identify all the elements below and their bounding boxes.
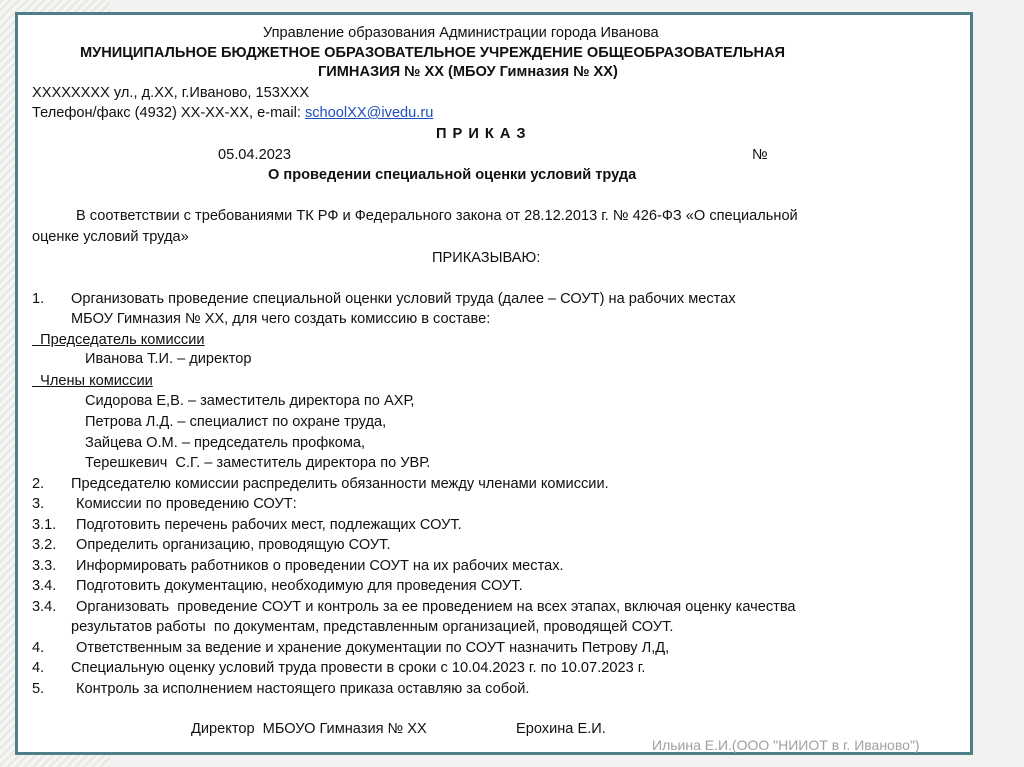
item4b-text: Специальную оценку условий труда провести в сроки с 10.04.2023 г. по 10.07.2023 г. — [71, 660, 646, 676]
chair-heading: Председатель комиссии — [32, 332, 205, 348]
order-number-label: № — [752, 147, 768, 163]
contact-line — [32, 104, 433, 122]
item1-number: 1. — [32, 291, 45, 307]
item34b-line1: Организовать проведение СОУТ и контроль за ее проведением на всех этапах, включая оценку качества — [76, 599, 796, 615]
email-link[interactable]: schoolXX@ivedu.ru — [304, 105, 434, 121]
school-address: ХХХХХХХХ ул., д.ХХ, г.Иваново, 153ХХХ — [32, 85, 310, 101]
item1-line1: Организовать проведение специальной оценки условий труда (далее – СОУТ) на рабочих местах — [71, 291, 736, 307]
item32-text: Определить организацию, проводящую СОУТ. — [76, 537, 391, 553]
item5-number: 5. — [32, 681, 45, 697]
item31-number: 3.1. — [32, 517, 57, 533]
order-title: П Р И К А З — [436, 126, 527, 142]
phone-text: Телефон/факс (4932) ХХ-ХХ-ХХ, e-mail: — [32, 105, 305, 121]
school-name-line2: ГИМНАЗИЯ № ХХ (МБОУ Гимназия № ХХ) — [318, 64, 618, 80]
school-name-line1: МУНИЦИПАЛЬНОЕ БЮДЖЕТНОЕ ОБРАЗОВАТЕЛЬНОЕ УЧРЕЖДЕНИЕ ОБЩЕОБРАЗОВАТЕЛЬНАЯ — [80, 45, 786, 61]
item3-number: 3. — [32, 496, 45, 512]
item2-text: Председателю комиссии распределить обязанности между членами комиссии. — [71, 476, 609, 492]
item32-number: 3.2. — [32, 537, 57, 553]
item4-text: Ответственным за ведение и хранение документации по СОУТ назначить Петрову Л,Д, — [76, 640, 670, 656]
item34-text: Подготовить документацию, необходимую для проведения СОУТ. — [76, 578, 523, 594]
preamble-line1: В соответствии с требованиями ТК РФ и Федерального закона от 28.12.2013 г. № 426-ФЗ «О специальной — [76, 208, 798, 224]
item2-number: 2. — [32, 476, 45, 492]
members-heading: Члены комиссии — [32, 373, 153, 389]
order-subject: О проведении специальной оценки условий труда — [268, 167, 637, 183]
order-date: 05.04.2023 — [218, 147, 292, 163]
item34-number: 3.4. — [32, 578, 57, 594]
item34b-line2: результатов работы по документам, представленным организацией, проводящей СОУТ. — [71, 619, 674, 635]
item1-line2: МБОУ Гимназия № ХХ, для чего создать комиссию в составе: — [71, 311, 491, 327]
signature-name: Ерохина Е.И. — [516, 721, 606, 737]
member-2: Петрова Л.Д. – специалист по охране труда, — [85, 414, 387, 430]
member-1: Сидорова Е,В. – заместитель директора по АХР, — [85, 393, 415, 409]
member-4: Терешкевич С.Г. – заместитель директора по УВР. — [85, 455, 431, 471]
item4b-number: 4. — [32, 660, 45, 676]
order-word: ПРИКАЗЫВАЮ: — [432, 250, 541, 266]
item33-text: Информировать работников о проведении СОУТ на их рабочих местах. — [76, 558, 564, 574]
item34b-number: 3.4. — [32, 599, 57, 615]
org-line: Управление образования Администрации города Иванова — [263, 25, 659, 41]
item5-text: Контроль за исполнением настоящего приказа оставляю за собой. — [76, 681, 530, 697]
item33-number: 3.3. — [32, 558, 57, 574]
item31-text: Подготовить перечень рабочих мест, подлежащих СОУТ. — [76, 517, 462, 533]
item3-text: Комиссии по проведению СОУТ: — [76, 496, 297, 512]
signature-position: Директор МБОУО Гимназия № ХХ — [191, 721, 427, 737]
member-3: Зайцева О.М. – председатель профкома, — [85, 435, 366, 451]
item4-number: 4. — [32, 640, 45, 656]
footer-credit: Ильина Е.И.(ООО "НИИОТ в г. Иваново") — [652, 737, 920, 753]
chair-name: Иванова Т.И. – директор — [85, 351, 252, 367]
preamble-line2: оценке условий труда» — [32, 229, 189, 245]
